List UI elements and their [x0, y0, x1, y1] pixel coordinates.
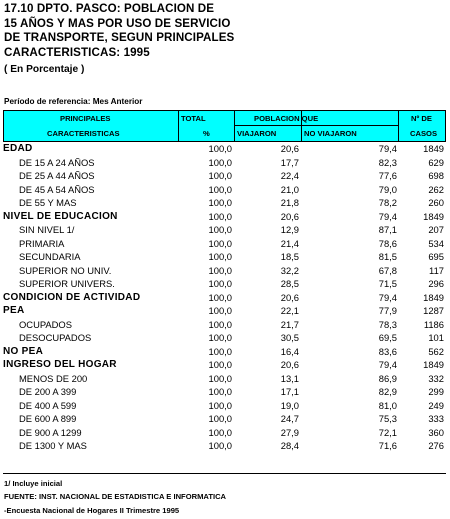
table-row [3, 400, 446, 413]
cell-viajaron: 22,4 [280, 170, 299, 181]
table-row [3, 373, 446, 386]
cell-total: 100,0 [208, 183, 232, 195]
row-label: DE 15 A 24 AÑOS [19, 156, 95, 168]
cell-casos: 534 [428, 237, 444, 249]
cell-casos: 629 [428, 156, 444, 168]
cell-viajaron: 20,6 [280, 210, 299, 222]
row-label: SECUNDARIA [19, 251, 81, 262]
cell-no-viajaron: 71,6 [378, 440, 397, 451]
cell-no-viajaron: 71,5 [378, 278, 397, 289]
row-label: DE 400 A 599 [19, 399, 77, 411]
cell-no-viajaron: 77,6 [378, 170, 397, 181]
cell-viajaron: 30,5 [280, 332, 299, 343]
cell-viajaron: 16,4 [280, 345, 299, 357]
cell-viajaron: 21,8 [280, 197, 299, 208]
header-casos: CASOS [410, 129, 438, 138]
cell-casos: 262 [428, 183, 444, 195]
footnote-survey: -Encuesta Nacional de Hogares II Trimestre 1995 [4, 506, 180, 515]
cell-viajaron: 22,1 [280, 305, 299, 316]
row-label: MENOS DE 200 [19, 372, 88, 384]
table-row [3, 265, 446, 278]
cell-no-viajaron: 78,3 [378, 318, 397, 330]
table-row [3, 278, 446, 291]
cell-no-viajaron: 86,9 [378, 372, 397, 384]
cell-no-viajaron: 79,4 [378, 143, 397, 154]
row-label: CONDICION DE ACTIVIDAD [3, 291, 141, 303]
cell-viajaron: 17,7 [280, 156, 299, 168]
cell-casos: 276 [428, 440, 444, 451]
cell-no-viajaron: 67,8 [378, 264, 397, 276]
cell-total: 100,0 [208, 318, 232, 330]
row-label: DE 200 A 399 [19, 386, 77, 397]
row-label: PRIMARIA [19, 237, 65, 249]
header-n-de: Nº DE [411, 114, 432, 123]
row-label: DE 900 A 1299 [19, 426, 82, 438]
table-row [3, 197, 446, 210]
header-divider [398, 111, 399, 141]
row-label: SUPERIOR NO UNIV. [19, 264, 112, 276]
cell-casos: 698 [428, 170, 444, 181]
row-label: EDAD [3, 143, 33, 154]
cell-viajaron: 20,6 [280, 359, 299, 370]
table-row [3, 319, 446, 332]
cell-casos: 260 [428, 197, 444, 208]
cell-viajaron: 20,6 [280, 143, 299, 154]
cell-no-viajaron: 83,6 [378, 345, 397, 357]
cell-total: 100,0 [208, 170, 232, 181]
cell-total: 100,0 [208, 264, 232, 276]
cell-casos: 562 [428, 345, 444, 357]
cell-viajaron: 24,7 [280, 413, 299, 424]
cell-casos: 117 [429, 264, 444, 276]
reference-period: Período de referencia: Mes Anterior [4, 97, 143, 106]
cell-no-viajaron: 78,2 [378, 197, 397, 208]
cell-total: 100,0 [208, 197, 232, 208]
row-label: DE 45 A 54 AÑOS [19, 183, 95, 195]
cell-casos: 299 [428, 386, 444, 397]
cell-no-viajaron: 79,0 [378, 183, 397, 195]
cell-casos: 1849 [423, 210, 444, 222]
cell-casos: 207 [428, 224, 444, 235]
cell-total: 100,0 [208, 386, 232, 397]
cell-casos: 695 [428, 251, 444, 262]
cell-total: 100,0 [208, 291, 232, 303]
header-poblacion-que: POBLACION QUE [254, 114, 319, 123]
table-row [3, 184, 446, 197]
table-title [4, 2, 444, 60]
cell-viajaron: 20,6 [280, 291, 299, 303]
table-row [3, 427, 446, 440]
footnote-source: FUENTE: INST. NACIONAL DE ESTADISTICA E INFORMATICA [4, 492, 227, 501]
cell-total: 100,0 [208, 372, 232, 384]
title-line-1: 17.10 DPTO. PASCO: POBLACION DE [4, 2, 215, 15]
cell-no-viajaron: 82,3 [378, 156, 397, 168]
row-label: NO PEA [3, 345, 44, 357]
header-total: TOTAL [181, 114, 206, 123]
cell-total: 100,0 [208, 413, 232, 424]
row-label: DE 1300 Y MAS [19, 440, 87, 451]
table-row [3, 386, 446, 399]
table-row [3, 440, 446, 453]
cell-total: 100,0 [208, 399, 232, 411]
table-row [3, 211, 446, 224]
cell-casos: 332 [428, 372, 444, 384]
cell-no-viajaron: 79,4 [378, 359, 397, 370]
cell-total: 100,0 [208, 332, 232, 343]
cell-no-viajaron: 81,0 [378, 399, 397, 411]
cell-casos: 1287 [423, 305, 444, 316]
row-label: INGRESO DEL HOGAR [3, 359, 117, 370]
header-divider [234, 111, 235, 141]
cell-casos: 333 [428, 413, 444, 424]
cell-casos: 296 [428, 278, 444, 289]
cell-no-viajaron: 78,6 [378, 237, 397, 249]
cell-viajaron: 28,4 [280, 440, 299, 451]
title-line-3: DE TRANSPORTE, SEGUN PRINCIPALES [4, 31, 235, 45]
table-row [3, 143, 446, 156]
cell-viajaron: 21,7 [280, 318, 299, 330]
row-label: SIN NIVEL 1/ [19, 224, 75, 235]
cell-casos: 249 [428, 399, 444, 411]
table-row [3, 332, 446, 345]
cell-no-viajaron: 75,3 [378, 413, 397, 424]
cell-no-viajaron: 82,9 [378, 386, 397, 397]
cell-total: 100,0 [208, 440, 232, 451]
cell-viajaron: 18,5 [280, 251, 299, 262]
table-row [3, 346, 446, 359]
row-label: DE 25 A 44 AÑOS [19, 170, 95, 181]
cell-viajaron: 13,1 [280, 372, 299, 384]
table-row [3, 224, 446, 237]
header-principales: PRINCIPALES [60, 114, 111, 123]
cell-casos: 1849 [423, 291, 444, 303]
cell-total: 100,0 [208, 237, 232, 249]
cell-total: 100,0 [208, 278, 232, 289]
cell-total: 100,0 [208, 426, 232, 438]
title-line-4: CARACTERISTICAS: 1995 [4, 45, 150, 59]
header-divider [178, 111, 179, 141]
cell-casos: 1849 [423, 359, 444, 370]
table-header [3, 110, 446, 142]
cell-total: 100,0 [208, 143, 232, 154]
table-row [3, 170, 446, 183]
table-row [3, 359, 446, 372]
cell-casos: 360 [428, 426, 444, 438]
cell-no-viajaron: 79,4 [378, 291, 397, 303]
table-row [3, 305, 446, 318]
row-label: DE 55 Y MAS [19, 197, 77, 208]
cell-total: 100,0 [208, 224, 232, 235]
title-line-2: 15 AÑOS Y MAS POR USO DE SERVICIO [4, 16, 231, 30]
cell-viajaron: 21,0 [280, 183, 299, 195]
cell-total: 100,0 [208, 305, 232, 316]
table-row [3, 238, 446, 251]
cell-no-viajaron: 72,1 [378, 426, 397, 438]
cell-casos: 101 [428, 332, 444, 343]
header-no-viajaron: NO VIAJARON [304, 129, 357, 138]
table-row [3, 413, 446, 426]
row-label: PEA [3, 305, 25, 316]
row-label: DE 600 A 899 [19, 413, 77, 424]
cell-casos: 1186 [423, 318, 444, 330]
cell-viajaron: 27,9 [280, 426, 299, 438]
cell-total: 100,0 [208, 156, 232, 168]
table-row [3, 292, 446, 305]
cell-total: 100,0 [208, 251, 232, 262]
cell-viajaron: 17,1 [280, 386, 299, 397]
cell-viajaron: 19,0 [280, 399, 299, 411]
cell-no-viajaron: 77,9 [378, 305, 397, 316]
row-label: SUPERIOR UNIVERS. [19, 278, 115, 289]
cell-no-viajaron: 79,4 [378, 210, 397, 222]
header-caracteristicas: CARACTERISTICAS [47, 129, 120, 138]
cell-total: 100,0 [208, 210, 232, 222]
cell-total: 100,0 [208, 359, 232, 370]
table-subtitle: ( En Porcentaje ) [4, 64, 85, 75]
cell-viajaron: 21,4 [280, 237, 299, 249]
cell-viajaron: 28,5 [280, 278, 299, 289]
cell-viajaron: 32,2 [280, 264, 299, 276]
header-viajaron: VIAJARON [237, 129, 277, 138]
header-subrule [234, 125, 398, 126]
row-label: OCUPADOS [19, 318, 72, 330]
cell-viajaron: 12,9 [280, 224, 299, 235]
row-label: NIVEL DE EDUCACION [3, 210, 118, 222]
cell-no-viajaron: 87,1 [378, 224, 397, 235]
table-bottom-rule [3, 473, 446, 474]
row-label: DESOCUPADOS [19, 332, 92, 343]
cell-no-viajaron: 69,5 [378, 332, 397, 343]
cell-no-viajaron: 81,5 [378, 251, 397, 262]
cell-casos: 1849 [423, 143, 444, 154]
table-row [3, 157, 446, 170]
table-row [3, 251, 446, 264]
header-percent: % [203, 129, 210, 138]
footnote-1: 1/ Incluye inicial [4, 479, 63, 488]
cell-total: 100,0 [208, 345, 232, 357]
